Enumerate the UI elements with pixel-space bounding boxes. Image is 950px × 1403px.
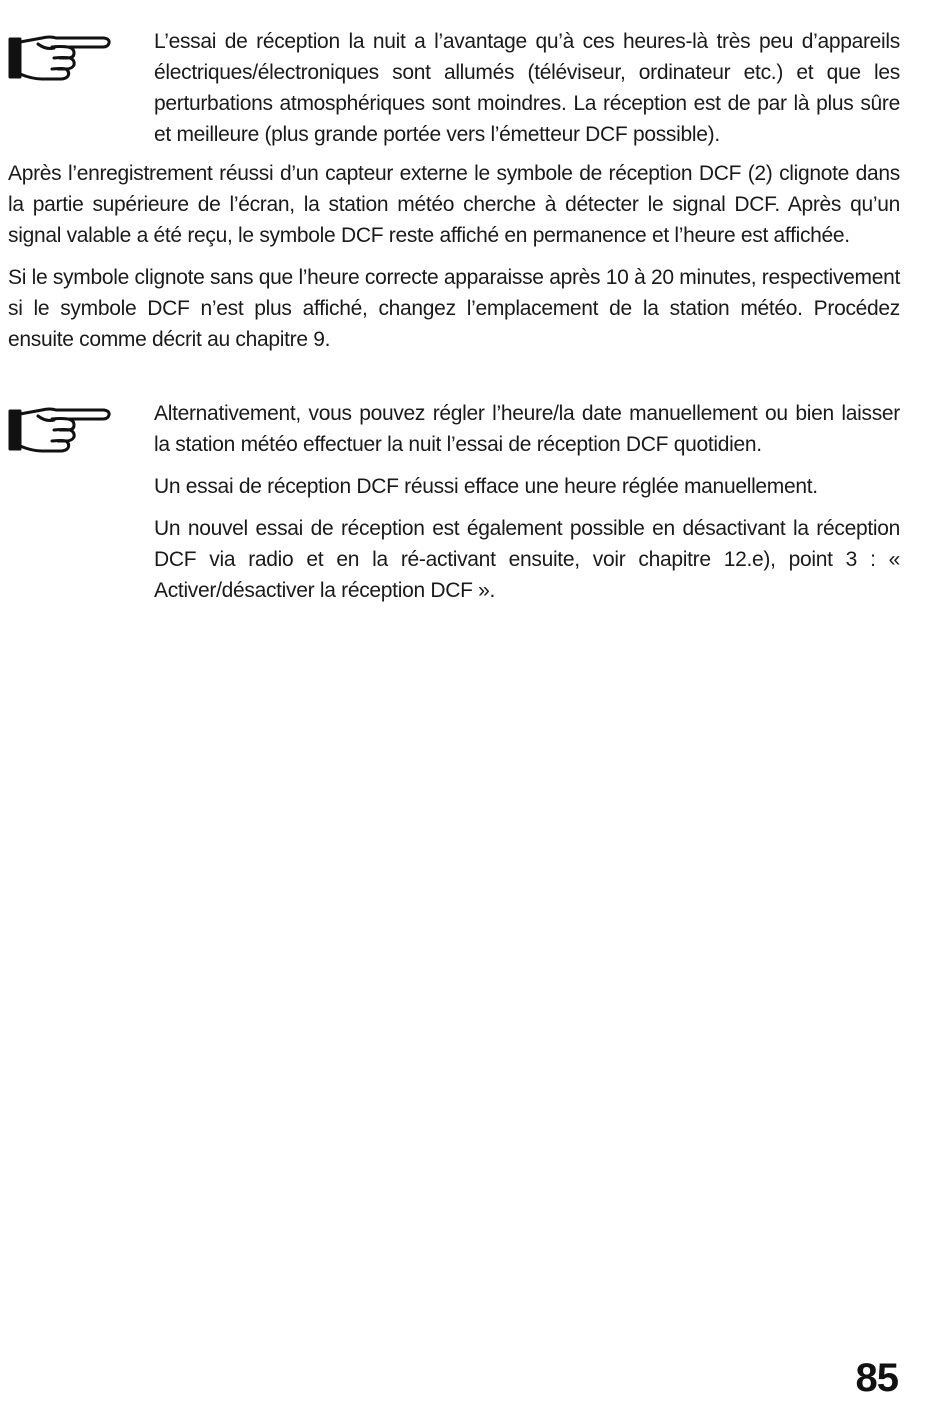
body-paragraph: Après l’enregistrement réussi d’un capteur externe le symbole de réception DCF (2) clignote dans la partie supérieure de l’écran, la station météo cherche à détecter le signal DCF. Après qu’un signal valable a été reçu, le symbole DCF reste affiché en permanence et l’heure est affichée. (8, 162, 900, 247)
note-box (8, 398, 900, 606)
body-text (8, 158, 900, 366)
note-paragraph: Un essai de réception DCF réussi efface une heure réglée manuellement. (154, 475, 818, 498)
note-paragraph: Alternativement, vous pouvez régler l’heure/la date manuellement ou bien laisser la station météo effectuer la nuit l’essai de réception DCF quotidien. (154, 402, 900, 456)
note-box (8, 26, 900, 150)
note-content (154, 398, 900, 606)
page-number: 85 (855, 1356, 898, 1400)
note-content (154, 26, 900, 150)
note-paragraph: Un nouvel essai de réception est également possible en désactivant la réception DCF via radio et en la ré-activant ensuite, voir chapitre 12.e), point 3 : « Activer/désactiver la réception DCF ». (154, 517, 900, 602)
note-paragraph: L’essai de réception la nuit a l’avantage qu’à ces heures-là très peu d’appareils électriques/électroniques sont allumés (téléviseur, ordinateur etc.) et que les perturbations atmosphériques sont moindres. La réception est de par là plus sûre et meilleure (plus grande portée vers l’émetteur DCF possible). (154, 30, 900, 146)
body-paragraph: Si le symbole clignote sans que l’heure correcte apparaisse après 10 à 20 minutes, respectivement si le symbole DCF n’est plus affiché, changez l’emplacement de la station météo. Procédez ensuite comme décrit au chapitre 9. (8, 266, 900, 351)
pointing-hand-icon (8, 30, 112, 84)
pointing-hand-icon (8, 402, 112, 456)
